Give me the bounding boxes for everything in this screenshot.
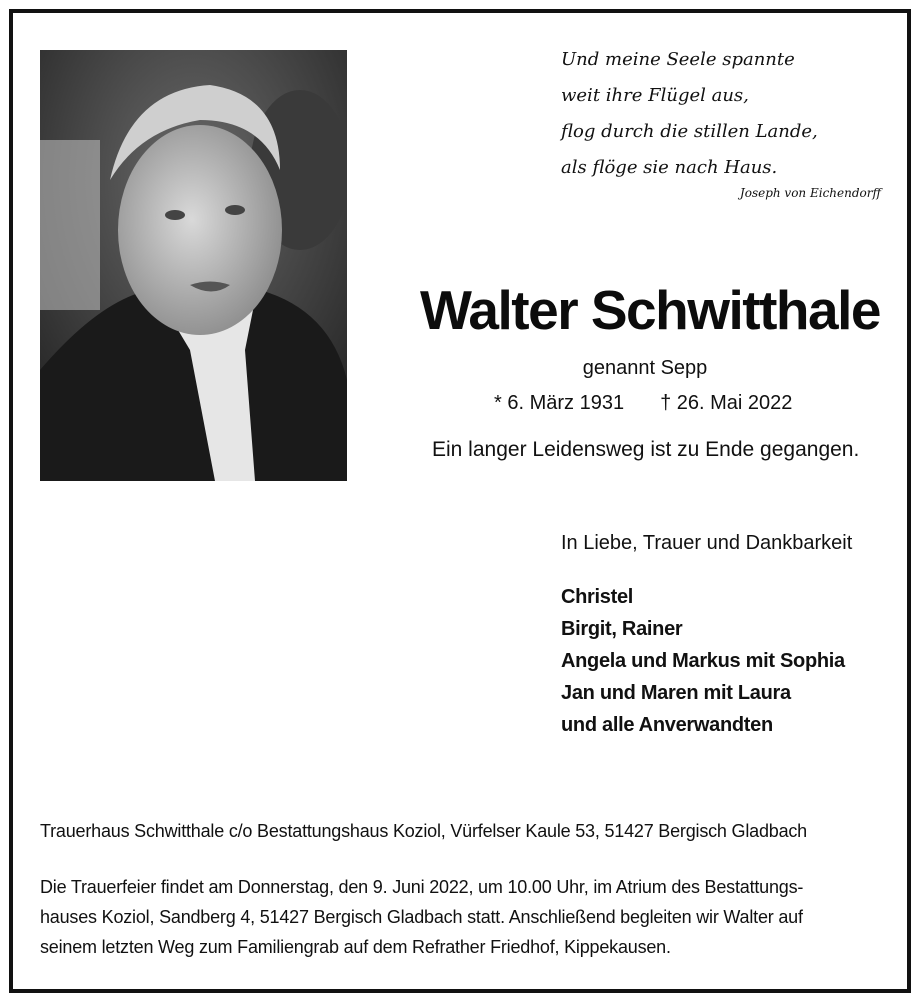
mourning-line: In Liebe, Trauer und Dankbarkeit [561,532,853,554]
poem-line: Und meine Seele spannte [561,49,795,70]
family-member: und alle Anverwandten [561,714,773,736]
death-date: † 26. Mai 2022 [660,392,793,414]
life-dates [494,392,814,415]
ceremony-line: seinem letzten Weg zum Familiengrab auf dem Refrather Friedhof, Kippekausen. [40,937,671,957]
poem-line: als flöge sie nach Haus. [561,157,778,178]
family-member: Christel [561,586,634,608]
portrait-photo [40,50,347,481]
family-member: Birgit, Rainer [561,618,683,640]
poem-line: flog durch die stillen Lande, [561,121,818,142]
poem [561,42,881,186]
deceased-name: Walter Schwitthale [420,279,880,341]
motto: Ein langer Leidensweg ist zu Ende gegangen. [432,438,860,461]
birth-date: * 6. März 1931 [494,392,625,414]
ceremony-line: hauses Koziol, Sandberg 4, 51427 Bergisch Gladbach statt. Anschließend begleiten wir Walter auf [40,907,803,927]
poem-line: weit ihre Flügel aus, [561,85,749,106]
family-member: Jan und Maren mit Laura [561,682,791,704]
family-member: Angela und Markus mit Sophia [561,650,845,672]
ceremony-details [40,872,890,962]
family-list [561,581,891,741]
mourning-house-address: Trauerhaus Schwitthale c/o Bestattungshaus Koziol, Vürfelser Kaule 53, 51427 Bergisch Gladbach [40,821,807,841]
poem-author: Joseph von Eichendorff [739,186,881,200]
deceased-nickname: genannt Sepp [582,357,708,379]
ceremony-line: Die Trauerfeier findet am Donnerstag, den 9. Juni 2022, um 10.00 Uhr, im Atrium des Bestattungs- [40,877,804,897]
